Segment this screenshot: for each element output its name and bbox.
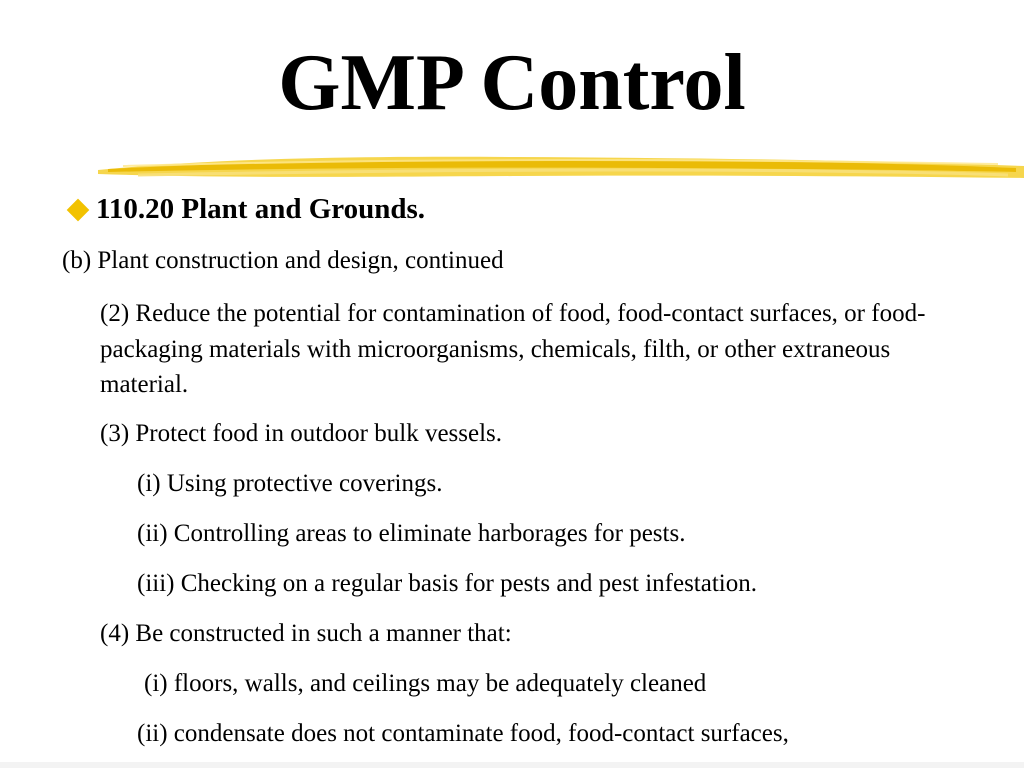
slide-bottom-edge (0, 762, 1024, 768)
bullet-heading-text: 110.20 Plant and Grounds. (96, 193, 426, 225)
item-4-ii-text: (ii) condensate does not contaminate food, food-contact surfaces, (137, 720, 789, 747)
item-4-text: (4) Be constructed in such a manner that: (100, 620, 512, 647)
item-3-text: (3) Protect food in outdoor bulk vessels. (100, 420, 503, 447)
slide-title: GMP Control (278, 39, 746, 127)
section-b-text: (b) Plant construction and design, continued (62, 247, 504, 274)
item-2-text: (2) Reduce the potential for contamination of food, food-contact surfaces, or food-packaging materials with microorganisms, chemicals, filth, or other extraneous material. (100, 300, 926, 398)
bullet-heading (66, 194, 425, 224)
item-4-i-text: (i) floors, walls, and ceilings may be adequately cleaned (144, 670, 707, 697)
diamond-bullet-icon (67, 199, 90, 222)
item-3-ii-text: (ii) Controlling areas to eliminate harborages for pests. (137, 520, 686, 547)
brush-stroke-divider (98, 148, 1024, 188)
item-3-i-text: (i) Using protective coverings. (137, 470, 443, 497)
item-3-iii-text: (iii) Checking on a regular basis for pests and pest infestation. (137, 570, 757, 597)
